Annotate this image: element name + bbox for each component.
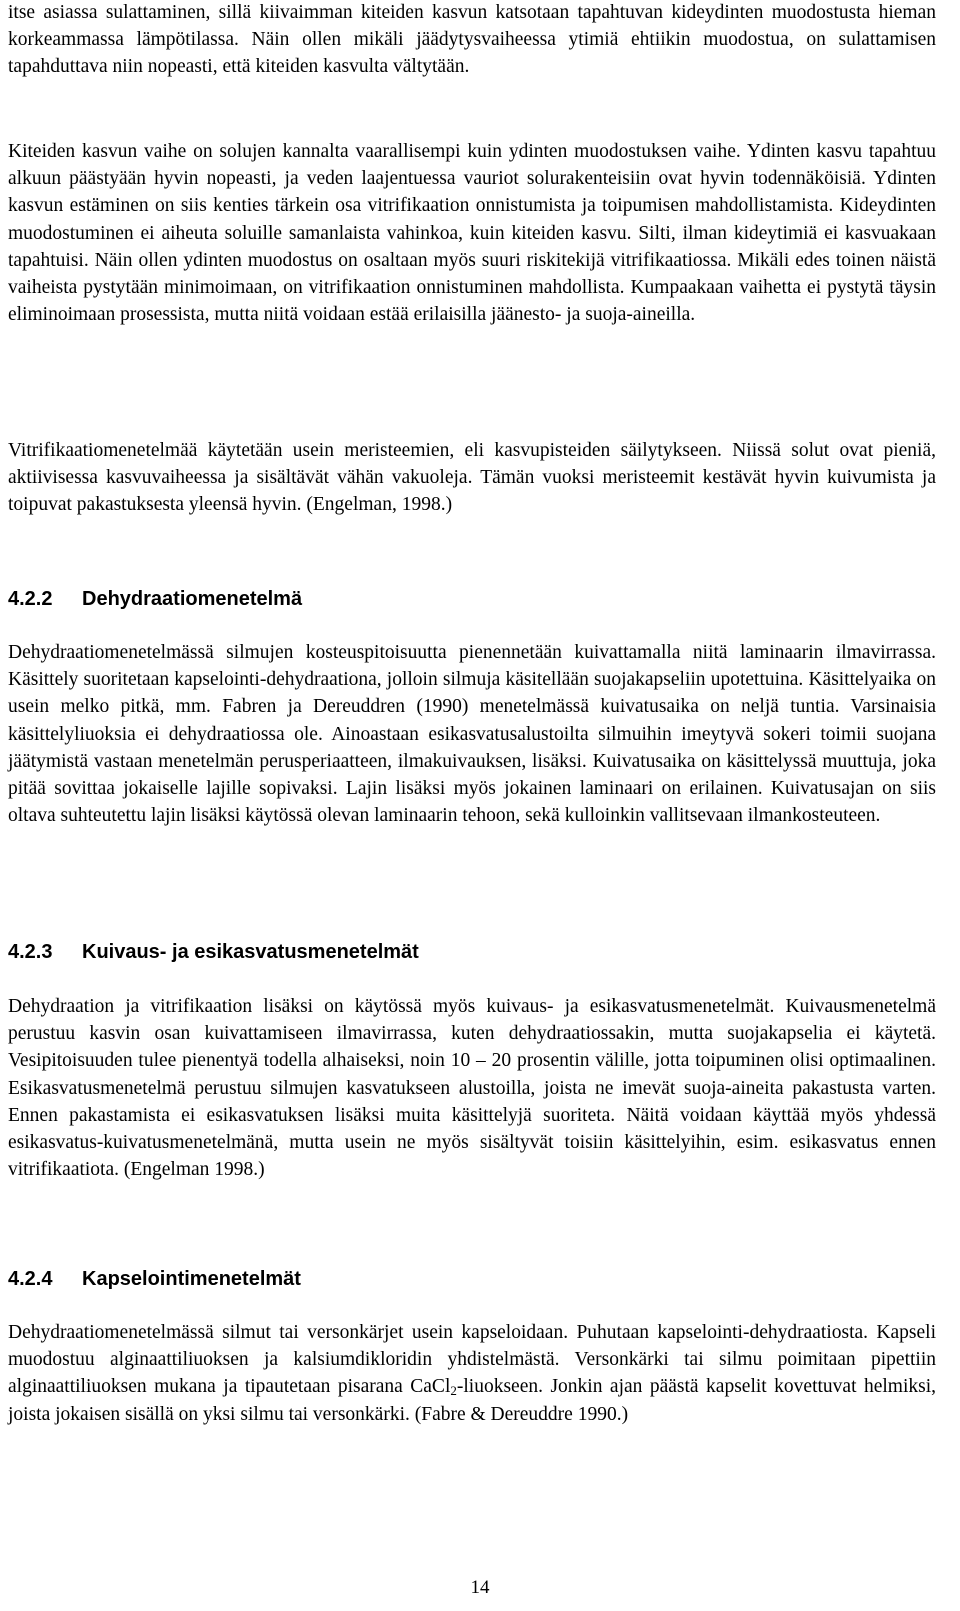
- paragraph-freezing-intro: itse asiassa sulattaminen, sillä kiivaimman kiteiden kasvun katsotaan tapahtuvan kideydinten muodostusta hieman korkeammassa lämpötilassa. Näin ollen mikäli jäädytysvaiheessa ytimiä ehtiikin muodostua, on sulattamisen tapahduttava niin nopeasti, että kiteiden kasvulta vältytään.: [8, 2, 936, 78]
- section-number: 4.2.3: [8, 941, 53, 963]
- section-number: 4.2.4: [8, 1268, 53, 1290]
- section-heading-dehydration: [8, 585, 302, 613]
- section-number: 4.2.2: [8, 588, 53, 610]
- page-number: 14: [470, 1577, 490, 1598]
- encapsulation-text-end: -liuokseen. Jonkin ajan päästä kapselit kovettuvat helmiksi, joista jokaisen sisällä on yksi silmu tai versonkärki. (Fabre & Dereuddre 1990.): [8, 1376, 936, 1425]
- paragraph-crystal-growth: Kiteiden kasvun vaihe on solujen kannalta vaarallisempi kuin ydinten muodostuksen vaihe. Ydinten kasvu tapahtuu alkuun päästyään hyvin nopeasti, ja veden laajentuessa vauriot solurakenteisiin ovat hyvin todennäköisiä. Ydinten kasvun estäminen on siis kenties tärkein osa vitrifikaation onnistumista ja toipumisen mahdollistamista. Kideydinten muodostuminen ei aiheuta soluille samanlaista vahinkoa, kuin kiteiden kasvu. Silti, ilman kideytimiä ei kasvuakaan tapahtuisi. Näin ollen ydinten muodostus on osaltaan myös suuri riskitekijä vitrifikaatiossa. Mikäli edes toinen näistä vaiheista pystytään minimoimaan, on vitrifikaation onnistuminen mahdollista. Kumpaakaan vaihetta ei pystytä täysin eliminoimaan prosessista, mutta niitä voidaan estää erilaisilla jäänesto- ja suoja-aineilla.: [8, 141, 936, 326]
- subscript-two: 2: [450, 1383, 457, 1399]
- paragraph-vitrification-meristems: Vitrifikaatiomenetelmää käytetään usein meristeemien, eli kasvupisteiden säilytykseen. Niissä solut ovat pieniä, aktiivisessa kasvuvaiheessa ja sisältävät vähän vakuoleja. Tämän vuoksi meristeemit kestävät hyvin kuivumista ja toipuvat pakastuksesta yleensä hyvin. (Engelman, 1998.): [8, 440, 936, 516]
- section-heading-drying-preculture: [8, 938, 419, 966]
- paragraph-dehydration: Dehydraatiomenetelmässä silmujen kosteuspitoisuutta pienennetään kuivattamalla niitä laminaarin ilmavirrassa. Käsittely suoritetaan kapselointi-dehydraationa, jolloin silmuja käsitellään suojakapseliin upotettuina. Käsittelyaika on usein melko pitkä, mm. Fabren ja Dereuddren (1990) menetelmässä kuivatusaika on neljä tuntia. Varsinaisia käsittelyliuoksia ei dehydraatiossa ole. Ainoastaan esikasvatusalustoilta silmuihin imeytyvä sokeri toimii suojana jäätymistä vastaan menetelmän perusperiaatteen, ilmakuivauksen, lisäksi. Kuivatusaika on käsittelyssä muuttuja, joka pitää sovittaa jokaiselle lajille sopivaksi. Lajin lisäksi myös jokainen laminaari on erilainen. Kuivatusajan on siis oltava suhteutettu lajin lisäksi käytössä olevan laminaarin tehoon, sekä kulloinkin vallitsevaan ilmankosteuteen.: [8, 642, 936, 827]
- paragraph-drying-preculture: Dehydraation ja vitrifikaation lisäksi on käytössä myös kuivaus- ja esikasvatusmenetelmät. Kuivausmenetelmä perustuu kasvin osan kuivattamiseen ilmavirrassa, kuten dehydraatiossakin, mutta suojakapselia ei käytetä. Vesipitoisuuden tulee pienentyä todella alhaiseksi, noin 10 – 20 prosentin välille, jotta toipuminen olisi optimaalinen. Esikasvatusmenetelmä perustuu silmujen kasvatukseen alustoilla, joista ne imevät suoja-aineita pakastusta varten. Ennen pakastamista ei esikasvatuksen lisäksi muita käsittelyjä suoriteta. Näitä voidaan käyttää myös yhdessä esikasvatus-kuivatusmenetelmänä, mutta usein ne myös sisältyvät toisiin käsittelyihin, esim. esikasvatus ennen vitrifikaatiota. (Engelman 1998.): [8, 996, 936, 1181]
- section-title: Dehydraatiomenetelmä: [82, 588, 303, 610]
- section-title: Kuivaus- ja esikasvatusmenetelmät: [82, 941, 419, 963]
- encapsulation-text-start: Dehydraatiomenetelmässä silmut tai versonkärjet usein kapseloidaan. Puhutaan kapselointi-dehydraatiosta. Kapseli muodostuu alginaattiliuoksen ja kalsiumdikloridin yhdistelmästä. Versonkärki tai silmu poimitaan pipettiin alginaattiliuoksen mukana ja tipautetaan pisarana CaCl: [8, 1322, 936, 1398]
- paragraph-encapsulation: [8, 1319, 936, 1428]
- section-heading-encapsulation: [8, 1265, 301, 1293]
- section-title: Kapselointimenetelmät: [82, 1268, 301, 1290]
